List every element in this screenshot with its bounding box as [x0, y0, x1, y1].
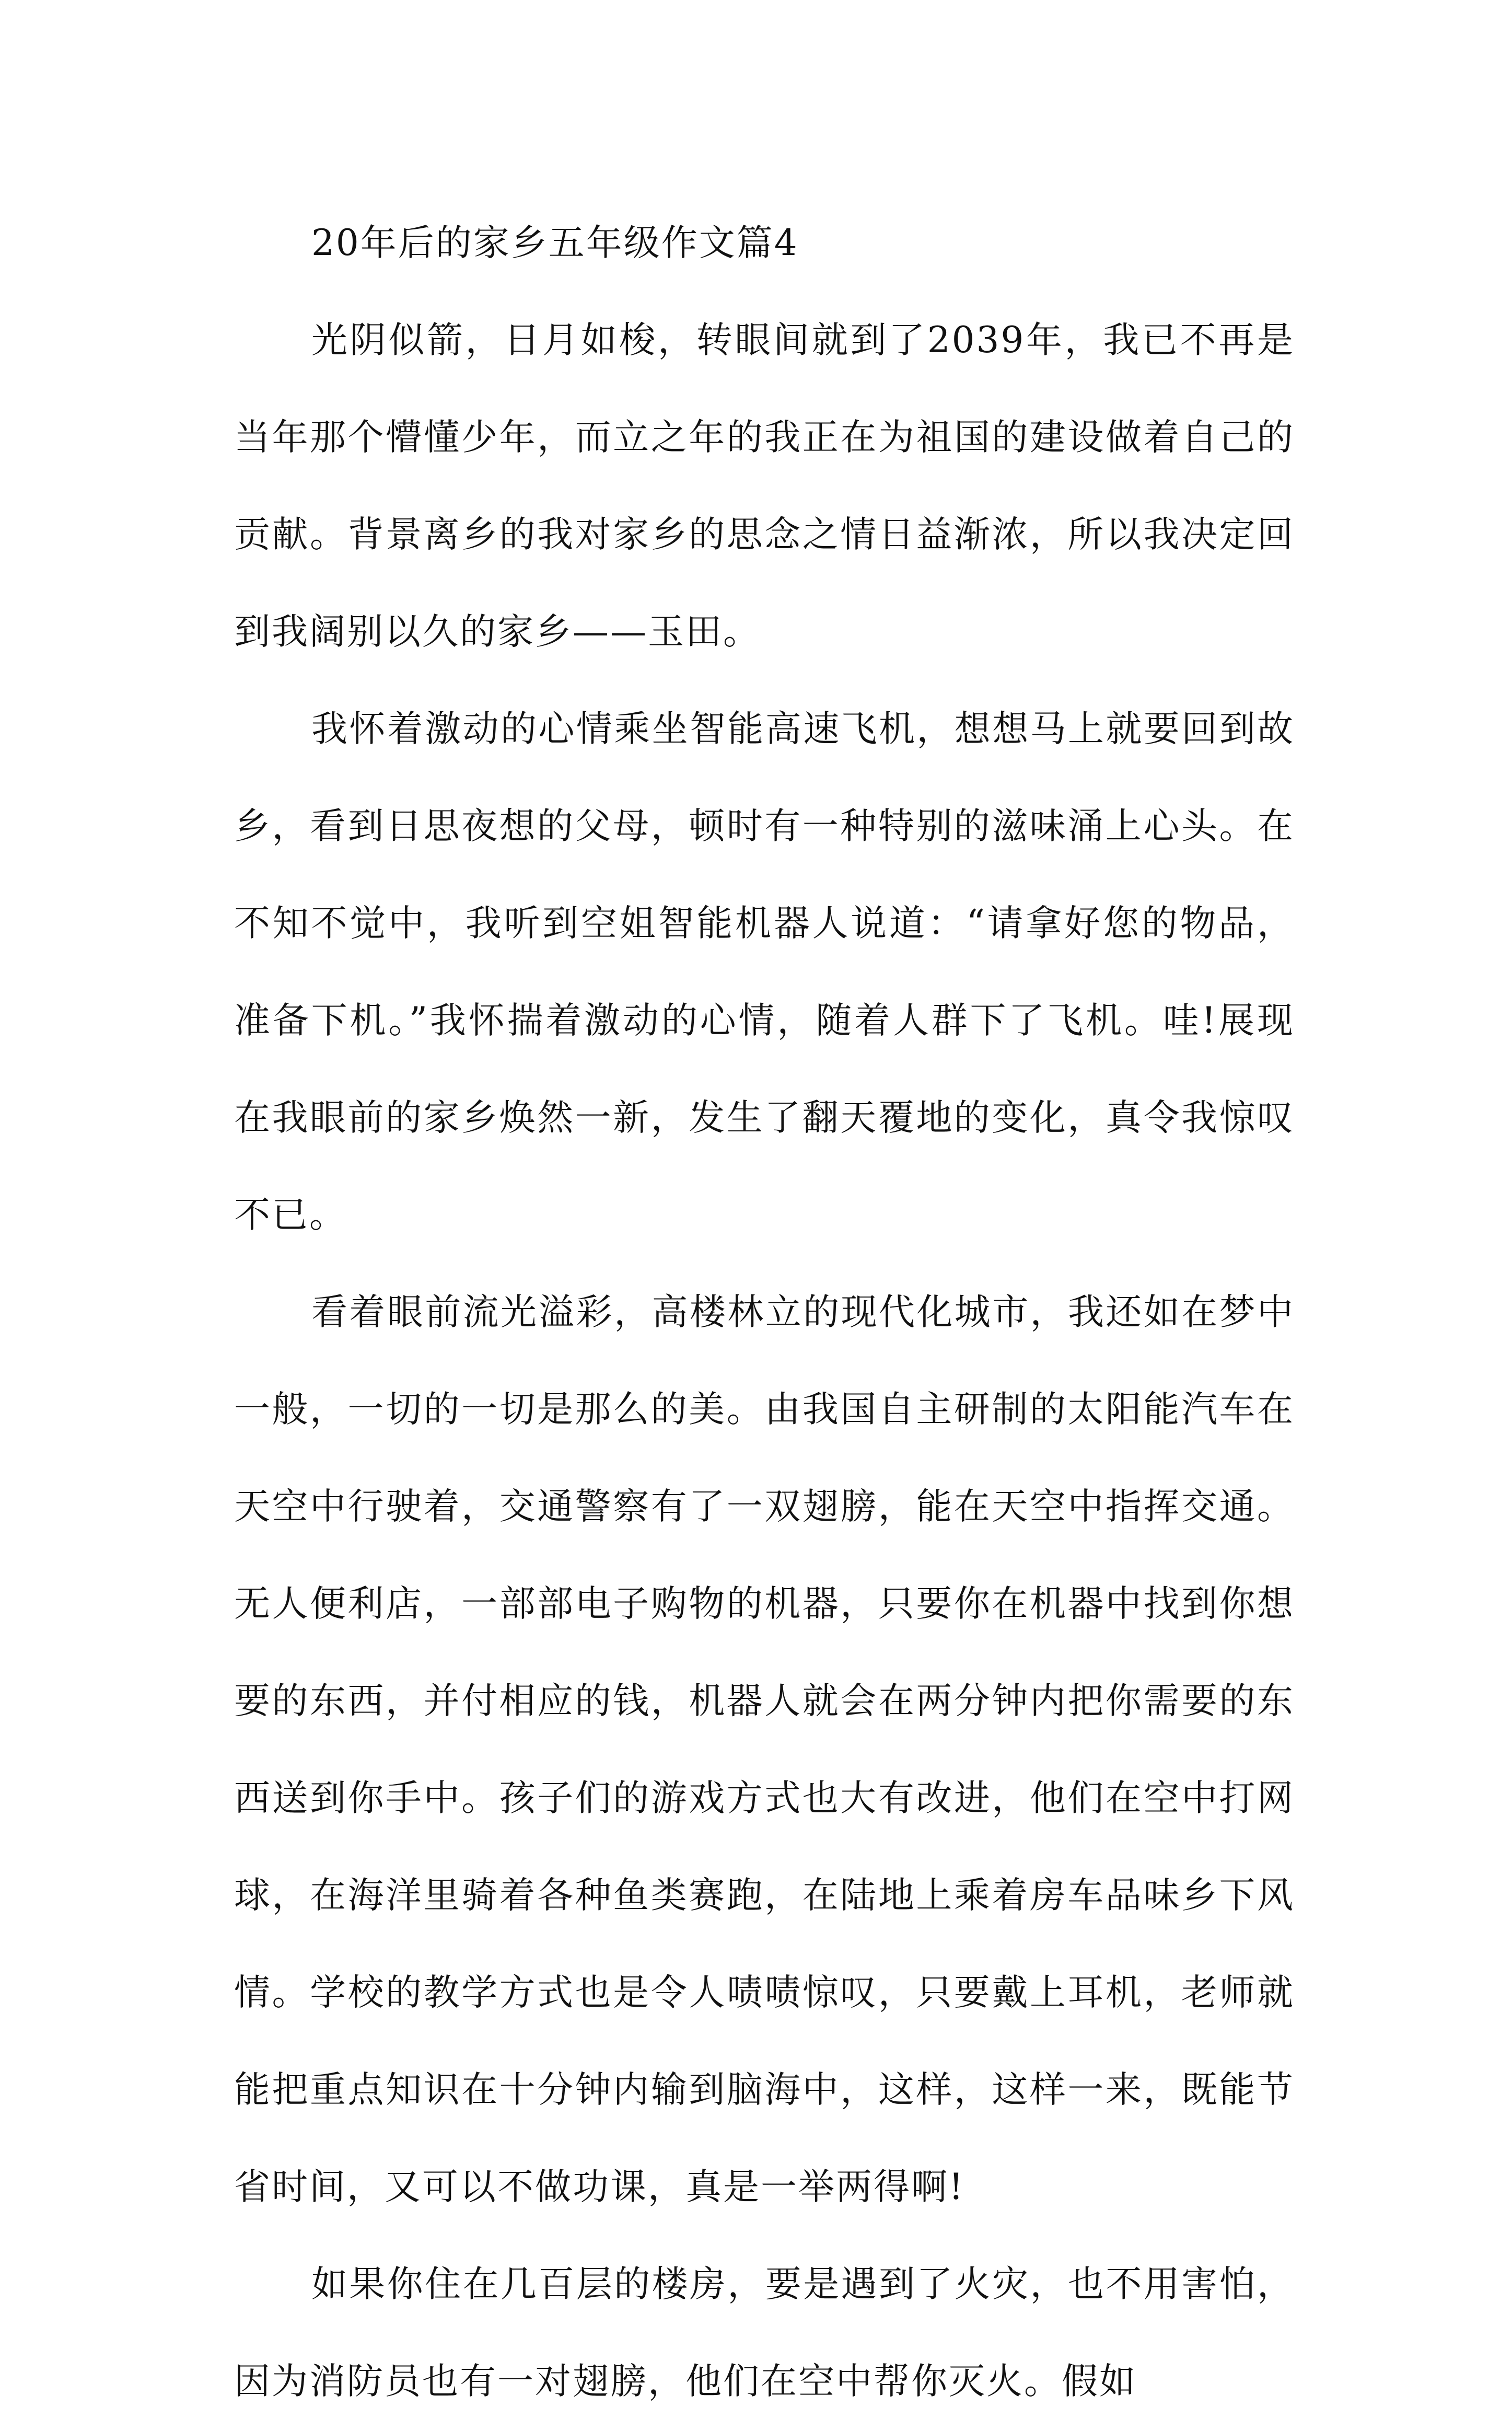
paragraph-2: 我怀着激动的心情乘坐智能高速飞机，想想马上就要回到故乡，看到日思夜想的父母，顿时有一种特别的滋味涌上心头。在不知不觉中，我听到空姐智能机器人说道：“请拿好您的物品，准备下机。”我怀揣着激动的心情，随着人群下了飞机。哇!展现在我眼前的家乡焕然一新，发生了翻天覆地的变化，真令我惊叹不已。	[234, 708, 1295, 1236]
document-title: 20年后的家乡五年级作文篇4	[311, 222, 799, 264]
paragraph-1: 光阴似箭，日月如梭，转眼间就到了2039年，我已不再是当年那个懵懂少年，而立之年的我正在为祖国的建设做着自己的贡献。背景离乡的我对家乡的思念之情日益渐浓，所以我决定回到我阔别以久的家乡——玉田。	[234, 319, 1295, 653]
paragraph-4: 如果你住在几百层的楼房，要是遇到了火灾，也不用害怕，因为消防员也有一对翅膀，他们在空中帮你灭火。假如	[234, 2263, 1295, 2402]
document-body	[234, 194, 1295, 2430]
paragraph-3: 看着眼前流光溢彩，高楼林立的现代化城市，我还如在梦中一般，一切的一切是那么的美。由我国自主研制的太阳能汽车在天空中行驶着，交通警察有了一双翅膀，能在天空中指挥交通。无人便利店，一部部电子购物的机器，只要你在机器中找到你想要的东西，并付相应的钱，机器人就会在两分钟内把你需要的东西送到你手中。孩子们的游戏方式也大有改进，他们在空中打网球，在海洋里骑着各种鱼类赛跑，在陆地上乘着房车品味乡下风情。学校的教学方式也是令人啧啧惊叹，只要戴上耳机，老师就能把重点知识在十分钟内输到脑海中，这样，这样一来，既能节省时间，又可以不做功课，真是一举两得啊!	[234, 1291, 1295, 2208]
